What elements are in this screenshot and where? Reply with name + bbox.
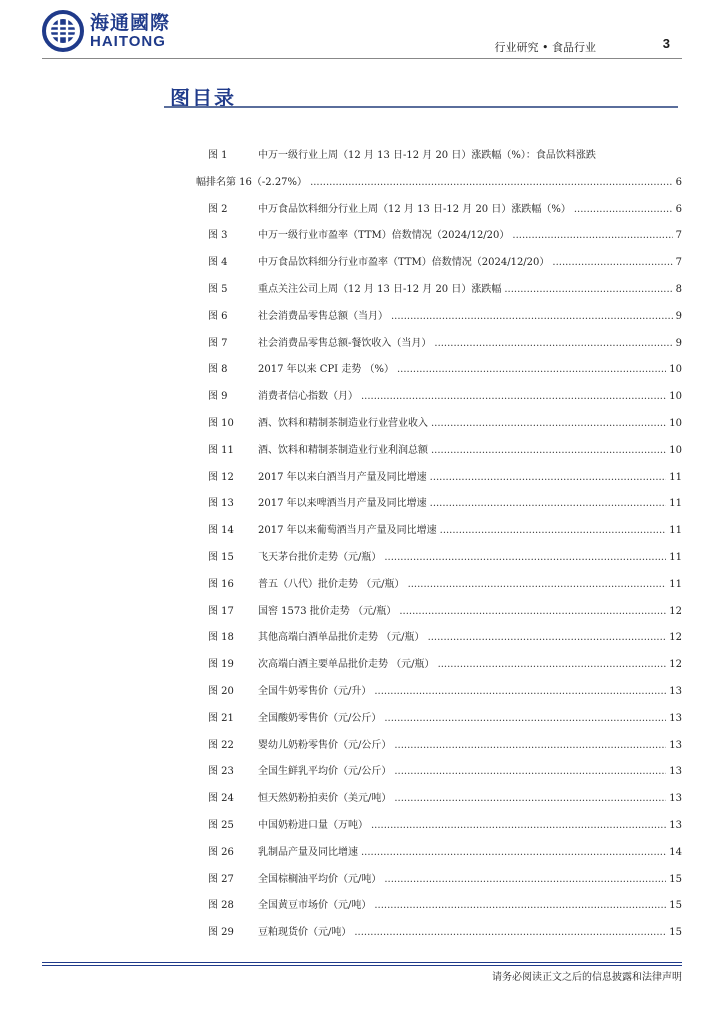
toc-entry[interactable] — [208, 605, 682, 632]
toc-figure-number: 图 12 — [208, 471, 234, 483]
toc-leader-dots — [384, 873, 666, 887]
toc-figure-title: 酒、饮料和精制茶制造业行业营业收入 — [258, 417, 428, 429]
toc-leader-dots — [371, 819, 666, 833]
toc-figure-number: 图 14 — [208, 525, 234, 537]
toc-figure-title: 普五（八代）批价走势 （元/瓶） — [258, 578, 405, 590]
toc-entry[interactable] — [208, 471, 682, 498]
toc-figure-title: 全国牛奶零售价（元/升） — [258, 685, 372, 697]
toc-page-number: 7 — [675, 257, 682, 269]
logo-english-name: HAITONG — [90, 33, 166, 50]
toc-page-number: 8 — [675, 283, 682, 295]
toc-leader-dots — [374, 899, 666, 913]
toc-leader-dots — [552, 256, 672, 270]
footer-divider — [42, 962, 682, 963]
toc-figure-title: 全国酸奶零售价（元/公斤） — [258, 712, 382, 724]
toc-leader-dots — [394, 739, 666, 753]
toc-page-number: 15 — [669, 873, 682, 885]
toc-figure-number: 图 25 — [208, 819, 234, 831]
legal-disclaimer: 请务必阅读正文之后的信息披露和法律声明 — [492, 972, 682, 983]
toc-figure-title: 社会消费品零售总额（当月） — [258, 310, 388, 322]
toc-figure-title: 酒、饮料和精制茶制造业行业利润总额 — [258, 444, 428, 456]
toc-entry[interactable] — [208, 792, 682, 819]
toc-figure-title: 国窖 1573 批价走势 （元/瓶） — [258, 605, 397, 617]
page-number: 3 — [662, 36, 670, 51]
toc-figure-number: 图 20 — [208, 685, 234, 697]
toc-page-number: 12 — [669, 605, 682, 617]
toc-entry[interactable] — [208, 685, 682, 712]
toc-leader-dots — [384, 551, 666, 565]
toc-figure-number: 图 17 — [208, 605, 234, 617]
section-title: 图目录 — [170, 86, 236, 110]
toc-figure-number: 图 18 — [208, 632, 234, 644]
toc-figure-title: 恒天然奶粉拍卖价（美元/吨） — [258, 793, 392, 805]
toc-entry[interactable] — [208, 739, 682, 766]
toc-figure-title: 全国黄豆市场价（元/吨） — [258, 900, 372, 912]
toc-figure-number: 图 21 — [208, 712, 234, 724]
haitong-logo-icon — [42, 10, 84, 52]
toc-page-number: 12 — [669, 659, 682, 671]
toc-leader-dots — [438, 658, 667, 672]
toc-page-number: 14 — [669, 846, 682, 858]
toc-page-number: 6 — [675, 176, 682, 188]
toc-figure-title: 社会消费品零售总额-餐饮收入（当月） — [258, 337, 432, 349]
figure-list — [196, 149, 682, 953]
toc-leader-dots — [397, 363, 666, 377]
toc-figure-title: 重点关注公司上周（12 月 13 日-12 月 20 日）涨跌幅 — [258, 283, 502, 295]
toc-figure-title: 飞天茅台批价走势（元/瓶） — [258, 551, 382, 563]
footer-divider-secondary — [42, 965, 682, 966]
toc-entry[interactable] — [208, 229, 682, 256]
toc-leader-dots — [361, 390, 666, 404]
toc-figure-title: 消费者信心指数（月） — [258, 391, 358, 403]
toc-figure-title: 中国奶粉进口量（万吨） — [258, 819, 368, 831]
toc-page-number: 13 — [669, 685, 682, 697]
toc-entry[interactable] — [208, 765, 682, 792]
toc-figure-title: 2017 年以来葡萄酒当月产量及同比增速 — [258, 525, 437, 537]
toc-page-number: 11 — [669, 525, 682, 537]
toc-page-number: 13 — [669, 766, 682, 778]
logo-chinese-name: 海通國際 — [90, 12, 171, 34]
toc-leader-dots — [384, 712, 666, 726]
toc-entry[interactable] — [208, 551, 682, 578]
toc-entry[interactable] — [208, 256, 682, 283]
toc-page-number: 13 — [669, 793, 682, 805]
toc-entry[interactable] — [208, 417, 682, 444]
toc-figure-number: 图 9 — [208, 391, 228, 403]
toc-entry[interactable] — [208, 310, 682, 337]
header-divider — [42, 58, 682, 59]
toc-figure-number: 图 6 — [208, 310, 228, 322]
toc-page-number: 9 — [675, 310, 682, 322]
toc-entry[interactable] — [208, 926, 682, 953]
toc-figure-title: 中万一级行业市盈率（TTM）倍数情况（2024/12/20） — [258, 230, 510, 242]
toc-leader-dots — [391, 310, 673, 324]
toc-figure-number: 图 1 — [208, 150, 228, 161]
toc-figure-title: 2017 年以来啤酒当月产量及同比增速 — [258, 498, 427, 510]
toc-page-number: 10 — [669, 417, 682, 429]
toc-page-number: 13 — [669, 819, 682, 831]
toc-figure-number: 图 28 — [208, 900, 234, 912]
toc-figure-number: 图 27 — [208, 873, 234, 885]
toc-figure-title: 全国生鲜乳平均价（元/公斤） — [258, 766, 392, 778]
toc-figure-number: 图 8 — [208, 364, 228, 376]
toc-figure-number: 图 5 — [208, 283, 228, 295]
toc-page-number: 7 — [675, 230, 682, 242]
toc-entry[interactable] — [208, 578, 682, 605]
toc-figure-number: 图 4 — [208, 257, 228, 269]
title-divider — [164, 106, 678, 108]
toc-page-number: 6 — [675, 203, 682, 215]
toc-entry[interactable] — [208, 363, 682, 390]
toc-entry[interactable] — [208, 658, 682, 685]
toc-entry[interactable] — [208, 899, 682, 926]
toc-leader-dots — [434, 337, 672, 351]
toc-figure-number: 图 13 — [208, 498, 234, 510]
toc-figure-title: 乳制品产量及同比增速 — [258, 846, 358, 858]
toc-entry[interactable] — [208, 390, 682, 417]
toc-entry[interactable] — [208, 819, 682, 846]
toc-leader-dots — [512, 229, 672, 243]
toc-page-number: 9 — [675, 337, 682, 349]
toc-figure-title: 2017 年以来白酒当月产量及同比增速 — [258, 471, 427, 483]
toc-figure-number: 图 22 — [208, 739, 234, 751]
toc-page-number: 11 — [669, 498, 682, 510]
toc-figure-number: 图 15 — [208, 551, 234, 563]
toc-entry[interactable] — [208, 337, 682, 364]
toc-figure-number: 图 26 — [208, 846, 234, 858]
toc-leader-dots — [399, 605, 666, 619]
toc-leader-dots — [361, 846, 666, 860]
toc-leader-dots — [574, 203, 673, 217]
toc-figure-number: 图 16 — [208, 578, 234, 590]
toc-figure-title: 全国棕榈油平均价（元/吨） — [258, 873, 382, 885]
toc-entry[interactable] — [208, 846, 682, 873]
toc-figure-number: 图 7 — [208, 337, 228, 349]
toc-entry[interactable] — [208, 203, 682, 230]
toc-leader-dots — [428, 631, 667, 645]
toc-leader-dots — [374, 685, 666, 699]
toc-leader-dots — [440, 524, 667, 538]
toc-page-number: 11 — [669, 471, 682, 483]
toc-figure-title: 中万一级行业上周（12 月 13 日-12 月 20 日）涨跌幅（%）：食品饮料涨跌 — [258, 150, 596, 161]
toc-figure-title: 其他高端白酒单品批价走势 （元/瓶） — [258, 632, 425, 644]
toc-page-number: 15 — [669, 927, 682, 939]
toc-leader-dots — [430, 471, 667, 485]
toc-leader-dots — [394, 792, 666, 806]
toc-figure-title: 2017 年以来 CPI 走势 （%） — [258, 364, 394, 376]
toc-entry[interactable] — [208, 497, 682, 524]
toc-figure-number: 图 23 — [208, 766, 234, 778]
toc-figure-title-continued: 幅排名第 16（-2.27%） — [196, 176, 308, 188]
toc-leader-dots — [504, 283, 672, 297]
toc-leader-dots — [430, 497, 667, 511]
toc-figure-number: 图 10 — [208, 417, 234, 429]
toc-page-number: 13 — [669, 712, 682, 724]
toc-figure-number: 图 19 — [208, 659, 234, 671]
toc-page-number: 13 — [669, 739, 682, 751]
company-logo — [42, 10, 170, 52]
toc-leader-dots — [310, 176, 673, 203]
toc-entry[interactable] — [208, 444, 682, 471]
toc-entry[interactable] — [196, 149, 682, 203]
toc-leader-dots — [408, 578, 667, 592]
toc-page-number: 15 — [669, 900, 682, 912]
toc-figure-number: 图 11 — [208, 444, 234, 456]
toc-figure-number: 图 29 — [208, 927, 234, 939]
toc-entry[interactable] — [208, 631, 682, 658]
toc-figure-title: 中万食品饮料细分行业市盈率（TTM）倍数情况（2024/12/20） — [258, 257, 550, 269]
toc-page-number: 10 — [669, 391, 682, 403]
toc-figure-title: 婴幼儿奶粉零售价（元/公斤） — [258, 739, 392, 751]
toc-page-number: 12 — [669, 632, 682, 644]
toc-page-number: 11 — [669, 551, 682, 563]
toc-figure-number: 图 3 — [208, 230, 228, 242]
toc-entry[interactable] — [208, 873, 682, 900]
toc-leader-dots — [431, 417, 666, 431]
toc-figure-title: 豆粕现货价（元/吨） — [258, 927, 352, 939]
toc-leader-dots — [394, 765, 666, 779]
toc-entry[interactable] — [208, 283, 682, 310]
toc-figure-number: 图 2 — [208, 203, 228, 215]
toc-figure-title: 次高端白酒主要单品批价走势 （元/瓶） — [258, 659, 435, 671]
toc-page-number: 10 — [669, 444, 682, 456]
report-category: 行业研究 • 食品行业 — [494, 41, 596, 54]
toc-leader-dots — [354, 926, 666, 940]
toc-page-number: 11 — [669, 578, 682, 590]
toc-figure-title: 中万食品饮料细分行业上周（12 月 13 日-12 月 20 日）涨跌幅（%） — [258, 203, 571, 215]
toc-leader-dots — [431, 444, 666, 458]
toc-page-number: 10 — [669, 364, 682, 376]
toc-entry[interactable] — [208, 712, 682, 739]
toc-figure-number: 图 24 — [208, 793, 234, 805]
toc-entry[interactable] — [208, 524, 682, 551]
